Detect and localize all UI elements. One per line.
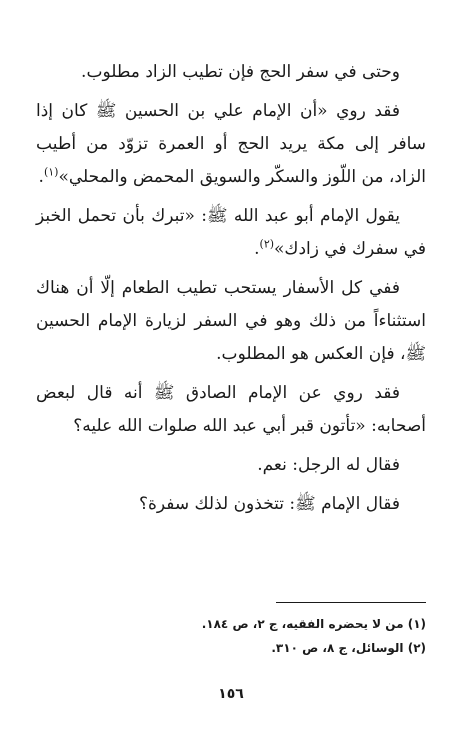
footnote-ref-1: (١) <box>43 165 59 179</box>
page-number: ١٥٦ <box>218 686 244 702</box>
paragraph-4 <box>36 272 426 371</box>
footnote-divider <box>276 602 426 603</box>
paragraph-2: فقد روي «أن الإمام علي بن الحسين ﷺ كان إذا سافر إلى مكة يريد الحج أو العمرة تزوّد من أطيب الزاد، من اللّوز والسكّر والسويق المحمض والمحلي»$^{(١)}$. <box>36 101 426 187</box>
paragraph-2-text: فقد روي «أن الإمام علي بن الحسين ﷺ كان إذا سافر إلى مكة يريد الحج أو العمرة تزوّد من أطيب الزاد، من اللّوز والسكّر والسويق المحمض والمحلي» <box>36 101 426 187</box>
paragraph-1 <box>36 56 426 89</box>
paragraph-5 <box>36 377 426 443</box>
paragraph-7-text: فقال الإمام ﷺ: تتخذون لذلك سفرة؟ <box>139 494 400 514</box>
body-text <box>36 56 426 527</box>
paragraph-3: يقول الإمام أبو عبد الله ﷺ: «تبرك بأن تحمل الخبز في سفرك في زادك»$^{(٢)}$. <box>36 206 426 259</box>
paragraph-7 <box>36 488 426 521</box>
paragraph-6-text: فقال له الرجل: نعم. <box>257 455 400 475</box>
footnote-1: (١) من لا يحضره الفقيه، ج ٢، ص ١٨٤. <box>201 617 426 631</box>
paragraph-3-text: يقول الإمام أبو عبد الله ﷺ: «تبرك بأن تحمل الخبز في سفرك في زادك» <box>36 206 426 259</box>
footnotes <box>36 612 426 660</box>
footnote-2: (٢) الوسائل، ج ٨، ص ٣١٠. <box>271 641 426 655</box>
paragraph-5-text: فقد روي عن الإمام الصادق ﷺ أنه قال لبعض أصحابه: «تأتون قبر أبي عبد الله صلوات الله عليه؟ <box>36 383 426 436</box>
paragraph-6 <box>36 449 426 482</box>
footnote-ref-2: (٢) <box>259 237 275 251</box>
paragraph-1-text: وحتى في سفر الحج فإن تطيب الزاد مطلوب. <box>81 62 400 82</box>
paragraph-4-text: ففي كل الأسفار يستحب تطيب الطعام إلّا أن هناك استثناءاً من ذلك وهو في السفر لزيارة الإمام الحسين ﷺ، فإن العكس هو المطلوب. <box>36 278 426 364</box>
